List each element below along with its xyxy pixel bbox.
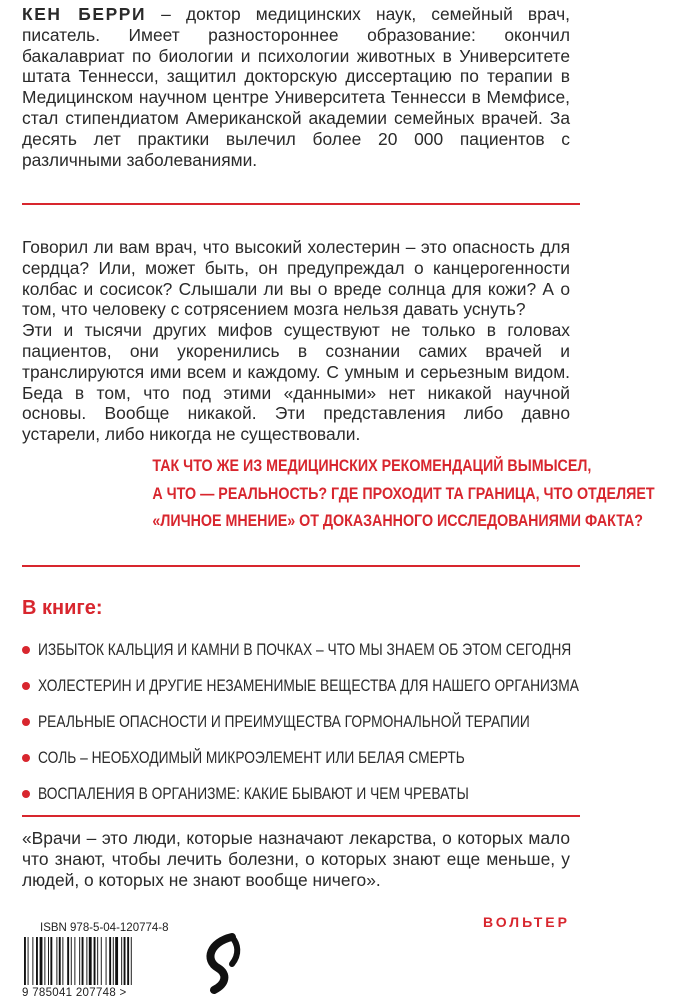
book-contents-list [22,632,690,812]
author-name: КЕН БЕРРИ [22,4,147,24]
author-bio-text: – доктор медицинских наук, семейный врач, писатель. Имеет разностороннее образование: окончил бакалавриат по биологии и психологии животных в Университете штата Теннесси, защитил докторскую диссертацию по терапии в Медицинском научном центре Университета Теннесси в Мемфисе, стал стипендиатом Американской академии семейных врачей. За десять лет практики вылечил более 20 000 пациентов с различными заболеваниями. [22,4,570,170]
quote-author: ВОЛЬТЕР [482,914,570,930]
list-item: СОЛЬ – НЕОБХОДИМЫЙ МИКРОЭЛЕМЕНТ ИЛИ БЕЛАЯ СМЕРТЬ [22,740,690,776]
barcode [24,937,164,985]
blurb [22,237,570,445]
callout-question [152,453,655,536]
author-bio [22,4,570,170]
isbn-label: ISBN 978-5-04-120774-8 [40,922,169,934]
list-item: ВОСПАЛЕНИЯ В ОРГАНИЗМЕ: КАКИЕ БЫВАЮТ И ЧЕМ ЧРЕВАТЫ [22,776,690,812]
callout-line-1: ТАК ЧТО ЖЕ ИЗ МЕДИЦИНСКИХ РЕКОМЕНДАЦИЙ ВЫМЫСЕЛ, [152,457,592,475]
bullet-dot-icon [22,682,30,690]
bullet-dot-icon [22,646,30,654]
book-contents-heading: В книге: [22,597,103,619]
list-item: ИЗБЫТОК КАЛЬЦИЯ И КАМНИ В ПОЧКАХ – ЧТО МЫ ЗНАЕМ ОБ ЭТОМ СЕГОДНЯ [22,632,690,668]
divider-bottom [22,815,580,817]
blurb-paragraph-1: Говорил ли вам врач, что высокий холестерин – это опасность для сердца? Или, может быть, он предупреждал о канцерогенности колбас и сосисок? Слышали ли вы о вреде солнца для кожи? А о том, что человеку с сотрясением мозга нельзя давать уснуть? [22,237,570,320]
list-item: РЕАЛЬНЫЕ ОПАСНОСТИ И ПРЕИМУЩЕСТВА ГОРМОНАЛЬНОЙ ТЕРАПИИ [22,704,690,740]
divider-middle [22,565,580,567]
isbn-digits: 9 785041 207748 > [22,987,127,999]
divider-top [22,203,580,205]
bullet-dot-icon [22,754,30,762]
quote [22,828,570,890]
bullet-dot-icon [22,790,30,798]
callout-line-3: «ЛИЧНОЕ МНЕНИЕ» ОТ ДОКАЗАННОГО ИССЛЕДОВАНИЯМИ ФАКТА? [152,512,644,530]
callout-line-2: А ЧТО — РЕАЛЬНОСТЬ? ГДЕ ПРОХОДИТ ТА ГРАНИЦА, ЧТО ОТДЕЛЯЕТ [152,484,655,503]
bullet-dot-icon [22,718,30,726]
quote-text: «Врачи – это люди, которые назначают лекарства, о которых мало что знают, чтобы лечить болезни, о которых знают еще меньше, у людей, о которых не знают вообще ничего». [22,828,570,890]
blurb-paragraph-2: Эти и тысячи других мифов существуют не только в головах пациентов, они укоренились в сознании самих врачей и транслируются ими всем и каждому. С умным и серьезным видом. Беда в том, что под этими «данными» нет никакой научной основы. Вообще никакой. Эти представления либо давно устарели, либо никогда не существовали. [22,320,570,445]
publisher-logo-icon [202,934,244,992]
list-item: ХОЛЕСТЕРИН И ДРУГИЕ НЕЗАМЕНИМЫЕ ВЕЩЕСТВА ДЛЯ НАШЕГО ОРГАНИЗМА [22,668,690,704]
